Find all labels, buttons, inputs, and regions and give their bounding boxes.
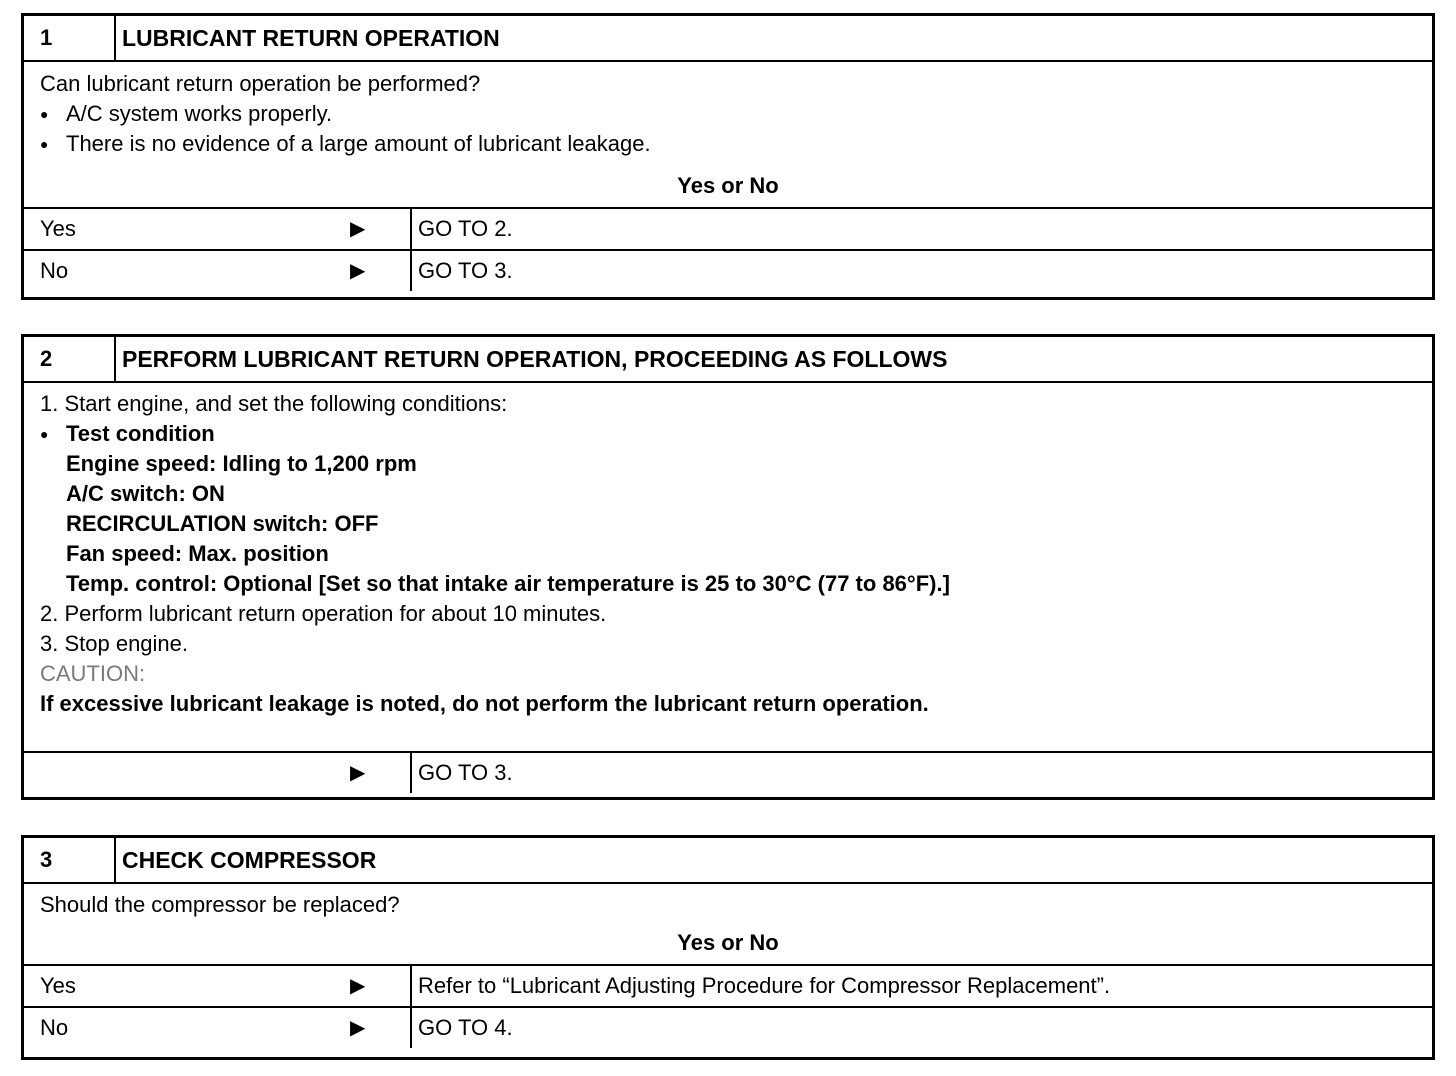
- result-text: GO TO 3.: [418, 760, 513, 785]
- arrow-right-icon: ▶: [350, 218, 366, 240]
- instruction-1: 1. Start engine, and set the following conditions:: [40, 391, 508, 416]
- arrow-right-icon: ▶: [350, 260, 366, 282]
- result-row-no: [24, 249, 1432, 291]
- arrow-right-icon: ▶: [350, 1017, 366, 1039]
- answer-cell: [24, 966, 412, 1006]
- result-text: GO TO 4.: [418, 1015, 513, 1040]
- result-row-yes: [24, 207, 1432, 249]
- condition-fan-speed: Fan speed: Max. position: [66, 541, 329, 566]
- step-2-box: [21, 334, 1435, 800]
- answer-label: Yes: [40, 216, 76, 241]
- question-text: Can lubricant return operation be performed?: [40, 71, 481, 96]
- result-row-no: [24, 1006, 1432, 1048]
- step-title: LUBRICANT RETURN OPERATION: [122, 25, 500, 51]
- caution-text: If excessive lubricant leakage is noted, do not perform the lubricant return operation.: [40, 691, 929, 716]
- answer-cell: [24, 209, 412, 249]
- bullet-item: ● A/C system works properly.: [40, 99, 1416, 129]
- step-1-content: [24, 62, 1432, 159]
- step-1-header: [24, 16, 1432, 62]
- answer-label: No: [40, 258, 69, 283]
- bullet-item: ● There is no evidence of a large amount of lubricant leakage.: [40, 129, 1416, 159]
- step-title: PERFORM LUBRICANT RETURN OPERATION, PROCEEDING AS FOLLOWS: [122, 346, 948, 372]
- arrow-right-icon: ▶: [350, 975, 366, 997]
- instruction-2: 2. Perform lubricant return operation for about 10 minutes.: [40, 601, 607, 626]
- step-2-header: [24, 337, 1432, 383]
- result-text: GO TO 2.: [418, 216, 513, 241]
- yes-or-no-label: Yes or No: [677, 173, 779, 198]
- step-number: 3: [24, 838, 116, 882]
- condition-ac-switch: A/C switch: ON: [66, 481, 225, 506]
- step-3-box: [21, 835, 1435, 1060]
- condition-temp-control: Temp. control: Optional [Set so that intake air temperature is 25 to 30°C (77 to 86°F).]: [66, 571, 950, 596]
- arrow-right-icon: ▶: [350, 762, 366, 784]
- instruction-3: 3. Stop engine.: [40, 631, 189, 656]
- answer-cell: [24, 1008, 412, 1048]
- answer-cell: [24, 251, 412, 291]
- answer-label: No: [40, 1015, 69, 1040]
- condition-engine-speed: Engine speed: Idling to 1,200 rpm: [66, 451, 417, 476]
- condition-recirculation: RECIRCULATION switch: OFF: [66, 511, 379, 536]
- step-3-header: [24, 838, 1432, 884]
- caution-label: CAUTION:: [40, 661, 146, 686]
- yes-or-no-label: Yes or No: [677, 930, 779, 955]
- result-row: [24, 751, 1432, 793]
- step-3-content: [24, 884, 1432, 920]
- answer-label: Yes: [40, 973, 76, 998]
- step-2-content: [24, 383, 1432, 751]
- answer-cell: [24, 753, 412, 793]
- step-number: 2: [24, 337, 116, 381]
- step-title: CHECK COMPRESSOR: [122, 847, 377, 873]
- result-text: GO TO 3.: [418, 258, 513, 283]
- result-row-yes: [24, 964, 1432, 1006]
- question-text: Should the compressor be replaced?: [40, 892, 400, 917]
- test-condition-heading: ● Test condition: [40, 419, 1416, 449]
- step-1-box: [21, 13, 1435, 300]
- result-text: Refer to “Lubricant Adjusting Procedure for Compressor Replacement”.: [418, 973, 1111, 998]
- step-number: 1: [24, 16, 116, 60]
